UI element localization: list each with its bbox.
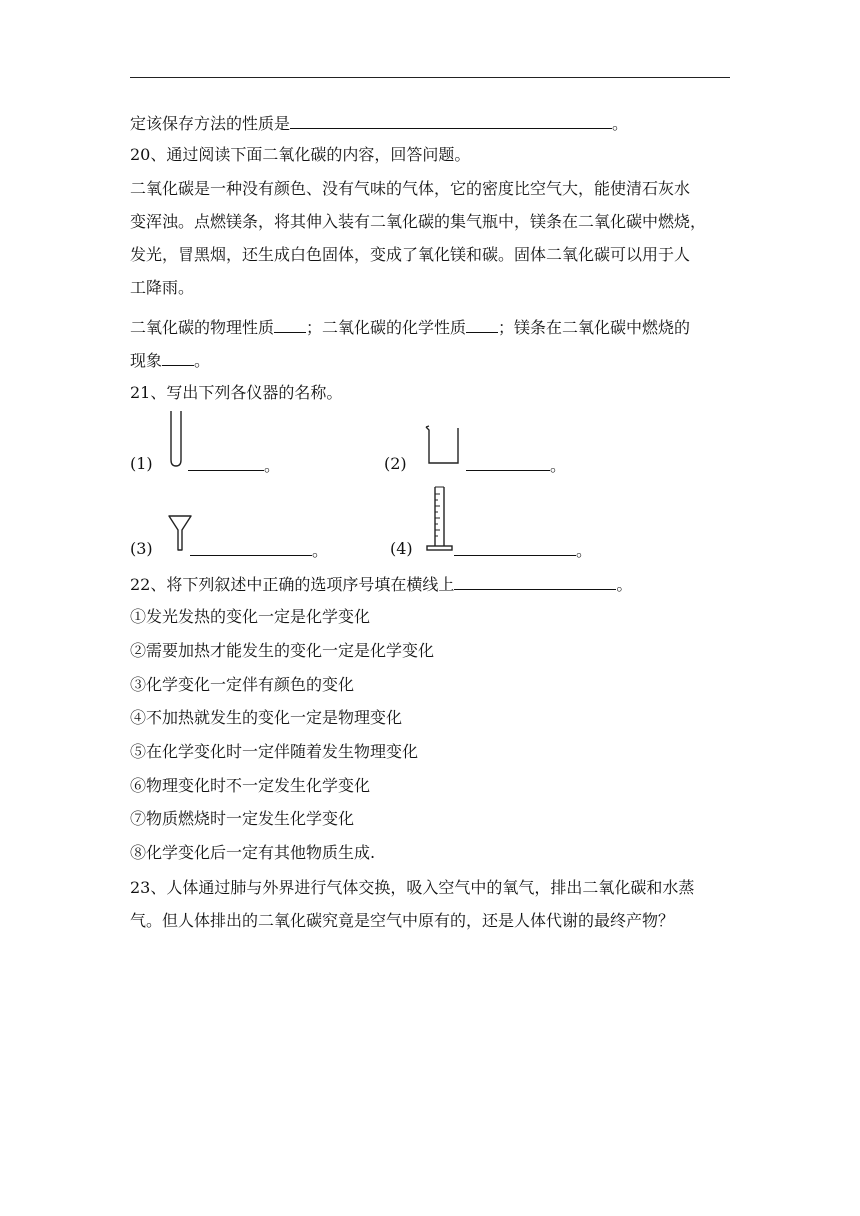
q22-option: ⑦物质燃烧时一定发生化学变化 bbox=[130, 809, 355, 828]
q21-item4-number: (4) bbox=[390, 539, 413, 558]
q22-title-line bbox=[130, 573, 730, 595]
q21-item4-blank[interactable] bbox=[454, 539, 576, 556]
q21-item3-blank[interactable] bbox=[190, 539, 312, 556]
q20-passage-line: 变浑浊。点燃镁条，将其伸入装有二氧化碳的集气瓶中，镁条在二氧化碳中燃烧， bbox=[130, 212, 707, 231]
q21-item2-blank[interactable] bbox=[466, 454, 550, 471]
q21-item1-answer bbox=[188, 454, 280, 476]
q23-line: 23、人体通过肺与外界进行气体交换，吸入空气中的氧气，排出二氧化碳和水蒸 bbox=[130, 878, 695, 897]
test-tube-icon bbox=[168, 410, 184, 468]
q22-option: ⑥物理变化时不一定发生化学变化 bbox=[130, 776, 371, 795]
q21-item2-number: (2) bbox=[384, 454, 407, 473]
q22-end: 。 bbox=[616, 575, 633, 594]
q20-chemical-label: ；二氧化碳的化学性质 bbox=[306, 318, 467, 337]
graduated-cylinder-icon bbox=[424, 484, 456, 554]
q21-item3-answer bbox=[190, 539, 328, 561]
q22-option: ⑤在化学变化时一定伴随着发生物理变化 bbox=[130, 742, 419, 761]
q19-answer-blank[interactable] bbox=[290, 112, 612, 129]
q21-item3-end: 。 bbox=[312, 541, 329, 560]
q22-title: 22、将下列叙述中正确的选项序号填在横线上 bbox=[130, 575, 455, 594]
q21-item4-end: 。 bbox=[576, 541, 593, 560]
q22-option: ③化学变化一定伴有颜色的变化 bbox=[130, 675, 355, 694]
q21-item3-number: (3) bbox=[130, 539, 153, 558]
q20-phenomenon-label-2: 现象 bbox=[130, 351, 163, 370]
q20-passage-line: 工降雨。 bbox=[130, 278, 195, 297]
q20-physical-label: 二氧化碳的物理性质 bbox=[130, 318, 275, 337]
q20-passage-line: 发光，冒黑烟，还生成白色固体，变成了氧化镁和碳。固体二氧化碳可以用于人 bbox=[130, 245, 691, 264]
q22-option: ①发光发热的变化一定是化学变化 bbox=[130, 607, 371, 626]
q19-tail-text: 定该保存方法的性质是 bbox=[130, 114, 291, 133]
q22-option: ②需要加热才能发生的变化一定是化学变化 bbox=[130, 641, 435, 660]
q21-item4-answer bbox=[454, 539, 592, 561]
q21-item2-end: 。 bbox=[550, 456, 567, 475]
header-rule bbox=[130, 77, 730, 78]
q20-end: 。 bbox=[194, 351, 211, 370]
q23-line: 气。但人体排出的二氧化碳究竟是空气中原有的，还是人体代谢的最终产物？ bbox=[130, 911, 675, 930]
q20-phenomenon-label: ；镁条在二氧化碳中燃烧的 bbox=[498, 318, 691, 337]
q20-question-line1 bbox=[130, 316, 730, 338]
q21-title: 21、写出下列各仪器的名称。 bbox=[130, 383, 343, 402]
q20-physical-blank[interactable] bbox=[274, 316, 306, 333]
q20-phenomenon-blank[interactable] bbox=[162, 349, 194, 366]
q21-item2-answer bbox=[466, 454, 566, 476]
q20-chemical-blank[interactable] bbox=[466, 316, 498, 333]
q22-option: ⑧化学变化后一定有其他物质生成. bbox=[130, 843, 376, 862]
q20-passage-line: 二氧化碳是一种没有颜色、没有气味的气体，它的密度比空气大，能使清石灰水 bbox=[130, 179, 691, 198]
q19-tail-end: 。 bbox=[612, 114, 629, 133]
q21-item1-end: 。 bbox=[264, 456, 281, 475]
q22-option: ④不加热就发生的变化一定是物理变化 bbox=[130, 708, 403, 727]
beaker-icon bbox=[424, 424, 462, 466]
q21-item1-blank[interactable] bbox=[188, 454, 264, 471]
q20-passage bbox=[130, 172, 730, 304]
q20-title: 20、通过阅读下面二氧化碳的内容，回答问题。 bbox=[130, 145, 471, 164]
q19-tail-line bbox=[130, 112, 730, 134]
q22-answer-blank[interactable] bbox=[454, 573, 616, 590]
q21-item1-number: (1) bbox=[130, 454, 153, 473]
q20-question-line2 bbox=[130, 349, 730, 371]
